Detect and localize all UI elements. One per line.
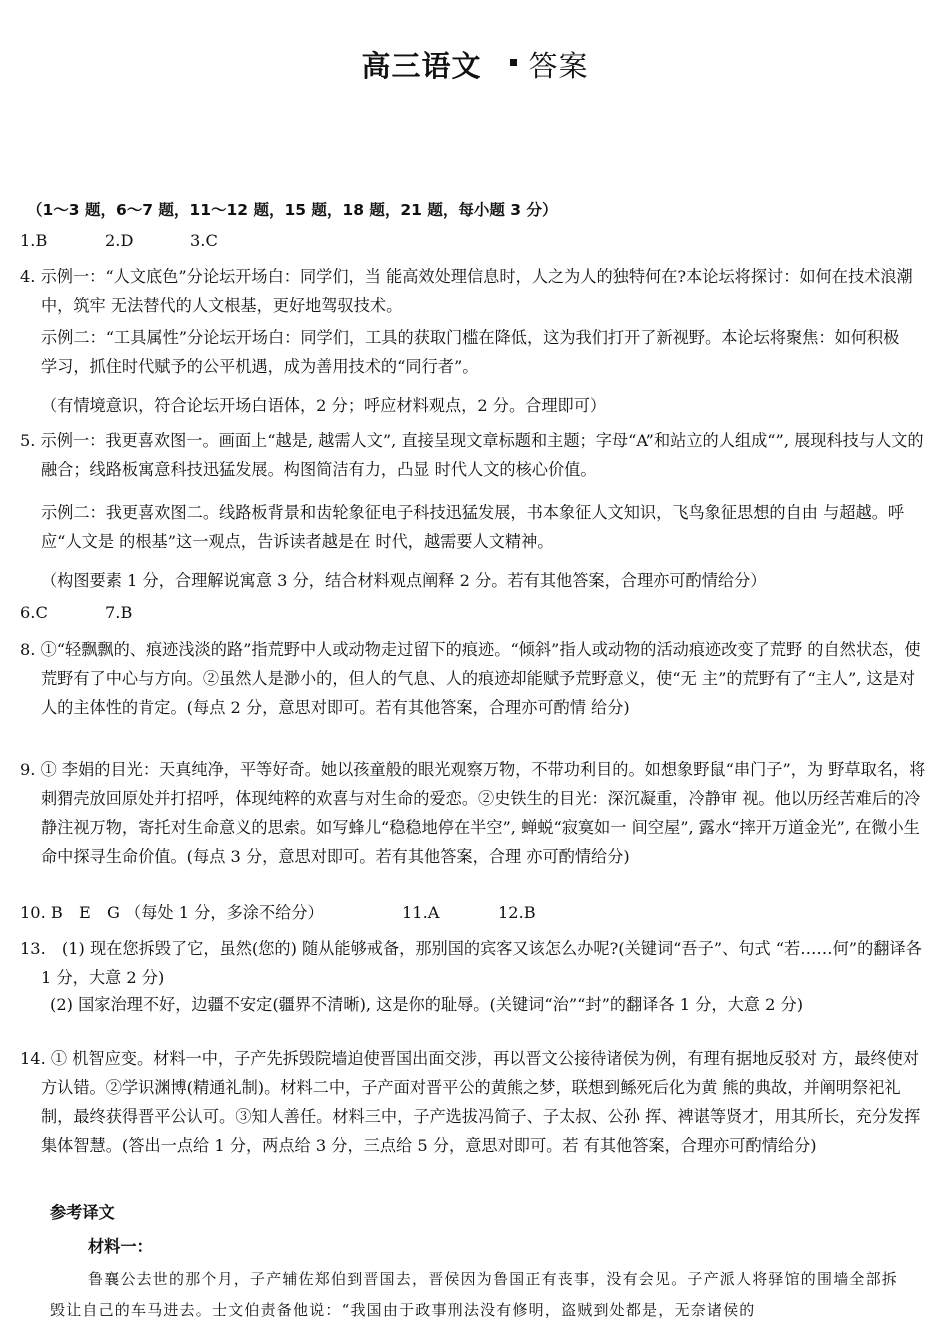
q13-part-1: 13. (1) 现在您拆毁了它，虽然(您的) 随从能够戒备，那别国的宾客又该怎么办呢?(关键词“吾子”、句式 “若……何”的翻译各 1 分，大意 2 分) xyxy=(20,939,922,987)
answer-7: 7.B xyxy=(105,603,133,622)
q14-answer: 14. ① 机智应变。材料一中，子产先拆毁院墙迫使晋国出面交涉，再以晋文公接待诸侯为例，有理有据地反驳对 方，最终使对方认错。②学识渊博(精通礼制)。材料二中，子产面对晋平公的黄熊之梦，联想到鲧死后化为黄 熊的典故，并阐明祭祀礼制，最终获得晋平公认可。③知人善任。材料三中，子产选拔冯简子、子太叔、公孙 挥、裨谌等贤才，用其所长，充分发挥集体智慧。(答出一点给 1 分，两点给 3 分，三点给 5 分，意思对即可。若 有其他答案，合理亦可酌情给分) xyxy=(20,1049,921,1155)
answer-1: 1.B xyxy=(20,231,48,250)
answer-12: 12.B xyxy=(498,903,536,922)
translation-heading: 参考译文 xyxy=(50,1203,115,1222)
q8-answer: 8. ①“轻飘飘的、痕迹浅淡的路”指荒野中人或动物走过留下的痕迹。“倾斜”指人或动物的活动痕迹改变了荒野 的自然状态，使荒野有了中心与方向。②虽然人是渺小的，但人的气息、人的痕迹却能赋予荒野意义，使“无 主”的荒野有了“主人”, 这是对人的主体性的肯定。(每点 2 分，意思对即可。若有其他答案，合理亦可酌情 给分) xyxy=(20,640,921,717)
answers-6-7 xyxy=(20,598,920,627)
scoring-note: （1～3 题，6～7 题，11～12 题，15 题，18 题，21 题，每小题 3 分） xyxy=(27,201,558,219)
answer-3: 3.C xyxy=(190,231,218,250)
answer-6: 6.C xyxy=(20,603,48,622)
q9-answer: 9. ① 李娟的目光：天真纯净，平等好奇。她以孩童般的眼光观察万物，不带功利目的。如想象野鼠“串门子”，为 野草取名，将刺猬壳放回原处并打招呼，体现纯粹的欢喜与对生命的爱恋。②史铁生的目光：深沉凝重，冷静审 视。他以历经苦难后的冷静注视万物，寄托对生命意义的思索。如写蜂儿“稳稳地停在半空”, 蝉蜕“寂寞如一 间空屋”, 露水“摔开万道金光”, 在微小生命中探寻生命价值。(每点 3 分，意思对即可。若有其他答案，合理 亦可酌情给分) xyxy=(20,760,926,866)
title-dot-icon xyxy=(510,59,517,66)
q13-part-2: (2) 国家治理不好，边疆不安定(疆界不清晰), 这是你的耻辱。(关键词“治”“封”的翻译各 1 分，大意 2 分) xyxy=(50,995,804,1014)
q4-example-1: 4. 示例一：“人文底色”分论坛开场白：同学们，当 能高效处理信息时，人之为人的独特何在?本论坛将探讨：如何在技术浪潮中，筑牢 无法替代的人文根基，更好地驾驭技术。 xyxy=(20,267,913,315)
page-title xyxy=(0,44,950,85)
q4-example-2: 示例二：“工具属性”分论坛开场白：同学们，工具的获取门槛在降低，这为我们打开了新视野。本论坛将聚焦：如何积极学习，抓住时代赋予的公平机遇，成为善用技术的“同行者”。 xyxy=(41,328,900,376)
answers-10-12 xyxy=(20,898,920,927)
title-sub: 答案 xyxy=(528,49,589,83)
q5-scoring-note: （构图要素 1 分，合理解说寓意 3 分，结合材料观点阐释 2 分。若有其他答案，合理亦可酌情给分） xyxy=(41,571,767,590)
translation-subheading: 材料一： xyxy=(88,1237,153,1256)
answer-2: 2.D xyxy=(105,231,134,250)
title-main: 高三语文 xyxy=(361,49,482,83)
answer-11: 11.A xyxy=(402,903,440,922)
answer-10: 10. B E G （每处 1 分，多涂不给分） xyxy=(20,903,324,922)
answers-1-3 xyxy=(20,226,920,255)
q4-scoring-note: （有情境意识，符合论坛开场白语体，2 分；呼应材料观点，2 分。合理即可） xyxy=(41,396,607,415)
q5-example-2: 示例二：我更喜欢图二。线路板背景和齿轮象征电子科技迅猛发展，书本象征人文知识，飞鸟象征思想的自由 与超越。呼应“人文是 的根基”这一观点，告诉读者越是在 时代，越需要人文精神。 xyxy=(41,503,905,551)
translation-text: 鲁襄公去世的那个月，子产辅佐郑伯到晋国去，晋侯因为鲁国正有丧事，没有会见。子产派人将驿馆的围墙全部拆毁让自己的车马进去。士文伯责备他说：“我国由于政事刑法没有修明，盗贼到处都是，无奈诸侯的 xyxy=(50,1270,899,1319)
q5-example-1: 5. 示例一：我更喜欢图一。画面上“越是, 越需人文”, 直接呈现文章标题和主题；字母“A”和站立的人组成“”, 展现科技与人文的融合；线路板寓意科技迅猛发展。构图简洁有力，凸显 时代人文的核心价值。 xyxy=(20,431,924,479)
